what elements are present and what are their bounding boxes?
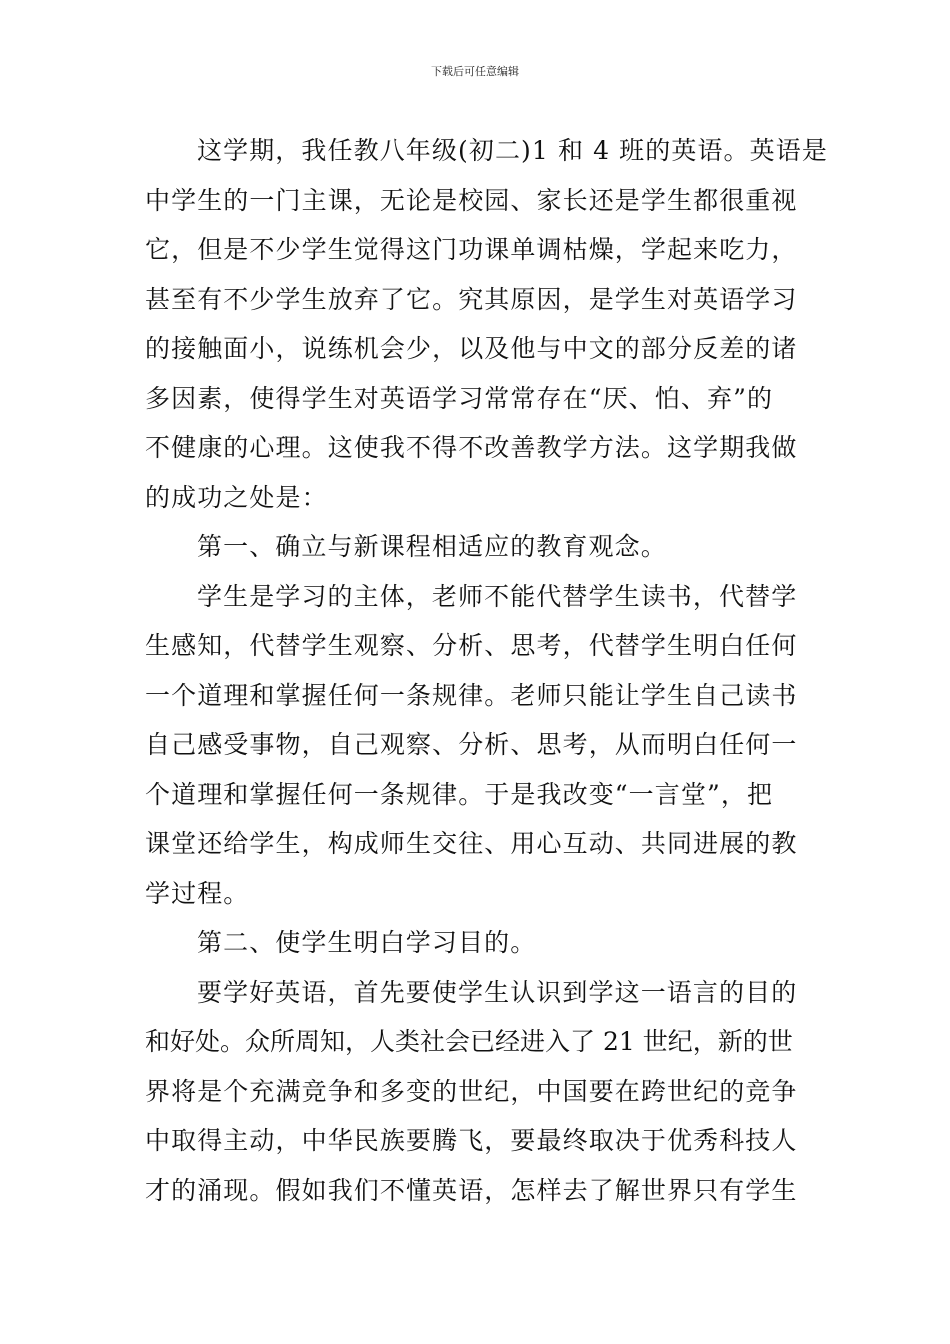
text-line-22: 才的涌现。假如我们不懂英语，怎样去了解世界只有学生 — [145, 1175, 798, 1205]
text-line-5: 的接触面小，说练机会少，以及他与中文的部分反差的诸 — [145, 334, 798, 363]
text-line-10: 学生是学习的主体，老师不能代替学生读书，代替学 — [197, 581, 798, 611]
text-line-7: 不健康的心理。这使我不得不改善教学方法。这学期我做 — [145, 433, 798, 462]
text-line-20: 界将是个充满竞争和多变的世纪，中国要在跨世纪的竞争 — [145, 1076, 798, 1106]
text-line-19: 和好处。众所周知，人类社会已经进入了 21 世纪，新的世 — [145, 1027, 793, 1056]
text-line-18: 要学好英语，首先要使学生认识到学这一语言的目的 — [197, 977, 798, 1007]
text-line-13: 自己感受事物，自己观察、分析、思考，从而明白任何一 — [145, 730, 798, 759]
text-line-1: 这学期，我任教八年级(初二)1 和 4 班的英语。英语是 — [197, 136, 828, 165]
section-heading-1: 第一、确立与新课程相适应的教育观念。 — [197, 532, 667, 561]
text-line-3: 它，但是不少学生觉得这门功课单调枯燥，学起来吃力， — [145, 235, 798, 264]
text-line-2: 中学生的一门主课，无论是校园、家长还是学生都很重视 — [145, 185, 798, 215]
text-line-16: 学过程。 — [145, 878, 250, 908]
text-line-4: 甚至有不少学生放弃了它。究其原因，是学生对英语学习 — [145, 284, 798, 314]
text-line-8: 的成功之处是： — [145, 482, 328, 512]
text-line-11: 生感知，代替学生观察、分析、思考，代替学生明白任何 — [145, 631, 798, 660]
text-line-6: 多因素，使得学生对英语学习常常存在“厌、怕、弃”的 — [145, 383, 774, 413]
text-line-15: 课堂还给学生，构成师生交往、用心互动、共同进展的教 — [145, 829, 798, 858]
document-body — [145, 126, 828, 1215]
text-line-12: 一个道理和掌握任何一条规律。老师只能让学生自己读书 — [145, 680, 798, 710]
text-line-14: 个道理和掌握任何一条规律。于是我改变“一言堂”，把 — [145, 779, 774, 809]
page-header: 下载后可任意编辑 — [431, 65, 519, 78]
text-line-21: 中取得主动，中华民族要腾飞，要最终取决于优秀科技人 — [145, 1126, 798, 1155]
section-heading-2: 第二、使学生明白学习目的。 — [197, 928, 537, 957]
